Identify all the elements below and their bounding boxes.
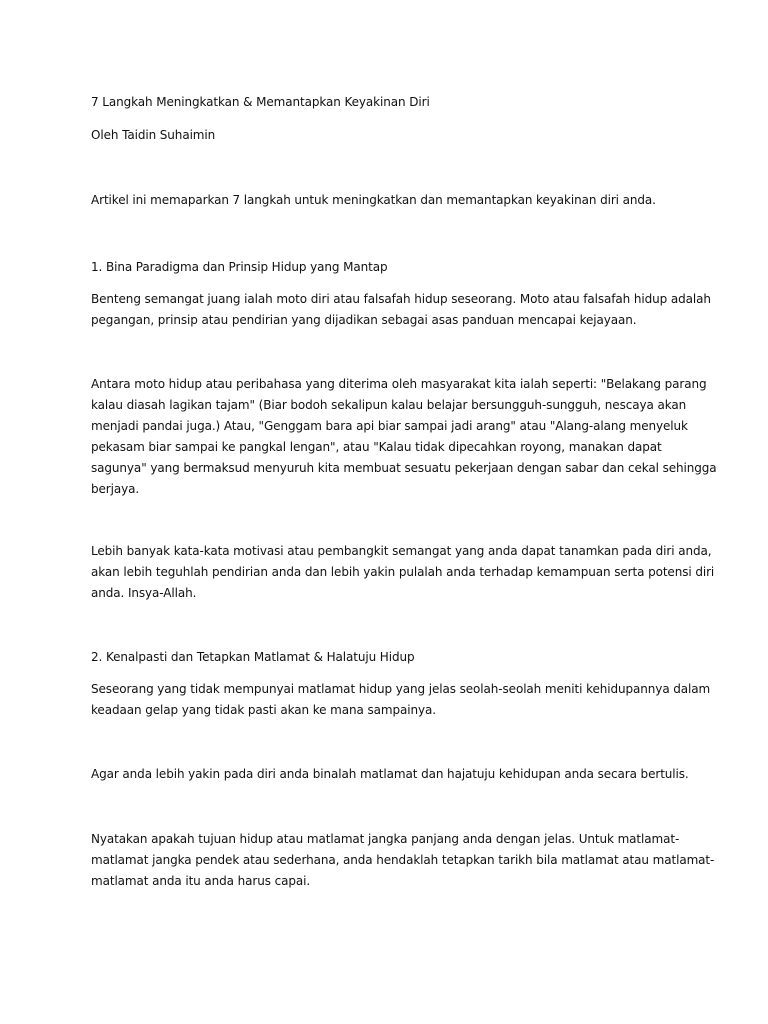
document-title: 7 Langkah Meningkatkan & Memantapkan Keyakinan Diri <box>91 95 430 109</box>
text-line: berjaya. <box>91 482 140 496</box>
text-line: matlamat anda itu anda harus capai. <box>91 874 311 888</box>
text-line: Benteng semangat juang ialah moto diri atau falsafah hidup seseorang. Moto atau falsafah hidup adalah <box>91 292 711 306</box>
text-line: Antara moto hidup atau peribahasa yang diterima oleh masyarakat kita ialah seperti: "Belakang parang <box>91 377 707 391</box>
section-1-paragraph-1 <box>91 289 711 331</box>
text-line: kalau diasah lagikan tajam" (Biar bodoh sekalipun kalau belajar bersungguh-sungguh, nescaya akan <box>91 398 687 412</box>
text-line: Nyatakan apakah tujuan hidup atau matlamat jangka panjang anda dengan jelas. Untuk matlamat- <box>91 832 680 846</box>
text-line: Seseorang yang tidak mempunyai matlamat hidup yang jelas seolah-seolah meniti kehidupannya dalam <box>91 682 711 696</box>
section-2-paragraph-3 <box>91 829 715 892</box>
text-line: pekasam biar sampai ke pangkal lengan", atau "Kalau tidak dipecahkan royong, manakan dapat <box>91 440 662 454</box>
section-1-heading: 1. Bina Paradigma dan Prinsip Hidup yang Mantap <box>91 260 388 274</box>
section-2-paragraph-2 <box>91 764 691 785</box>
section-1-paragraph-3 <box>91 541 715 604</box>
text-line: menjadi pandai juga.) Atau, "Genggam bara api biar sampai jadi arang" atau "Alang-alang menyeluk <box>91 419 688 433</box>
document-author: Oleh Taidin Suhaimin <box>91 128 216 142</box>
text-line: Lebih banyak kata-kata motivasi atau pembangkit semangat yang anda dapat tanamkan pada diri anda, <box>91 544 712 558</box>
section-1-paragraph-2 <box>91 374 717 500</box>
text-line: pegangan, prinsip atau pendirian yang dijadikan sebagai asas panduan mencapai kejayaan. <box>91 313 637 327</box>
text-line: sagunya" yang bermaksud menyuruh kita membuat sesuatu pekerjaan dengan sabar dan cekal sehingga <box>91 461 717 475</box>
section-2-heading: 2. Kenalpasti dan Tetapkan Matlamat & Halatuju Hidup <box>91 650 415 664</box>
intro-paragraph: Artikel ini memaparkan 7 langkah untuk meningkatkan dan memantapkan keyakinan diri anda. <box>91 193 656 207</box>
text-line: Agar anda lebih yakin pada diri anda binalah matlamat dan hajatuju kehidupan anda secara bertulis. <box>91 767 689 781</box>
text-line: anda. Insya-Allah. <box>91 586 197 600</box>
text-line: akan lebih teguhlah pendirian anda dan lebih yakin pulalah anda terhadap kemampuan serta potensi diri <box>91 565 715 579</box>
section-2-paragraph-1 <box>91 679 711 721</box>
text-line: keadaan gelap yang tidak pasti akan ke mana sampainya. <box>91 703 436 717</box>
text-line: matlamat jangka pendek atau sederhana, anda hendaklah tetapkan tarikh bila matlamat atau matlamat- <box>91 853 715 867</box>
